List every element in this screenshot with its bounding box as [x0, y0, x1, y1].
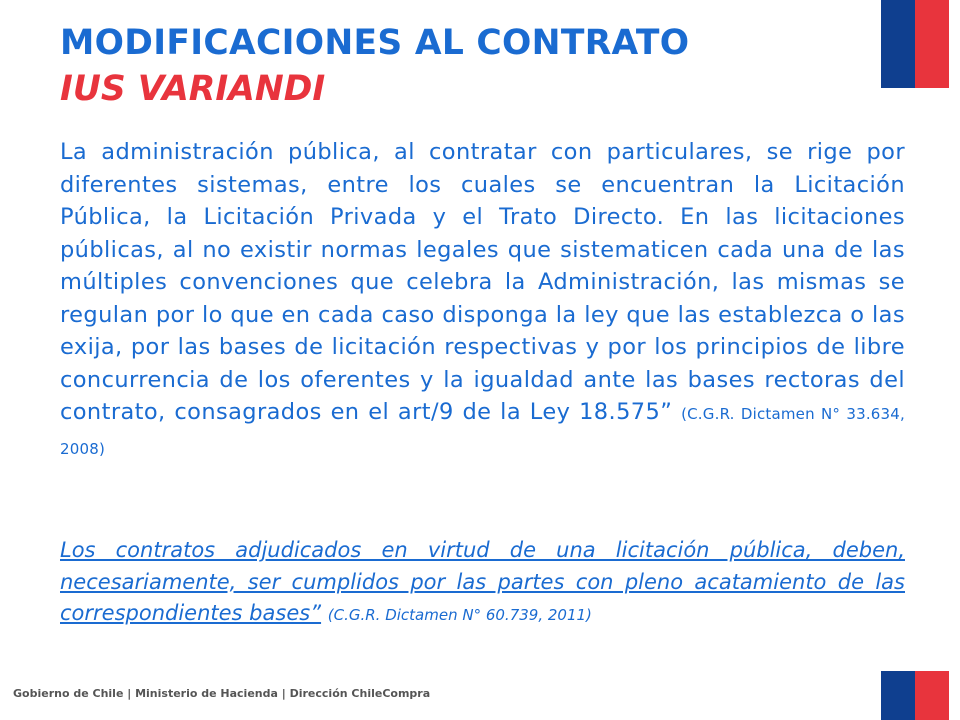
paragraph-1-text: La administración pública, al contratar con particulares, se rige por diferentes sistemas, entre los cuales se encuentran la Licitación Pública, la Licitación Privada y el Trato Directo. En las licitaciones públicas, al no existir normas legales que sistematicen cada una de las múltiples convenciones que celebra la Administración, las mismas se regulan por lo que en cada caso disponga la ley que las establezca o las exija, por las bases de licitación respectivas y por los principios de libre concurrencia de los oferentes y la igualdad ante las bases rectoras del contrato, consagrados en el art/9 de la Ley 18.575”: [60, 139, 905, 425]
citation-2: (C.G.R. Dictamen N° 60.739, 2011): [327, 606, 592, 624]
title-line-1: MODIFICACIONES AL CONTRATO: [60, 23, 690, 63]
paragraph-2-quote: Los contratos adjudicados en virtud de una licitación pública, deben, necesariamente, ser cumplidos por las partes con pleno acatamiento de las correspondientes bases”: [60, 538, 905, 625]
footer-text: Gobierno de Chile | Ministerio de Hacienda | Dirección ChileCompra: [13, 687, 431, 700]
flag-red-stripe: [915, 0, 949, 88]
flag-red-stripe: [915, 671, 949, 720]
slide-title: [60, 20, 870, 112]
flag-blue-stripe: [881, 0, 915, 88]
title-line-2: IUS VARIANDI: [60, 69, 326, 109]
flag-decoration-top: [881, 0, 949, 88]
flag-blue-stripe: [881, 671, 915, 720]
citation-1: (C.G.R. Dictamen N° 33.634, 2008): [60, 405, 905, 458]
flag-decoration-bottom: [881, 671, 949, 720]
body-paragraph-1: [60, 136, 905, 465]
body-paragraph-2: [60, 535, 905, 632]
